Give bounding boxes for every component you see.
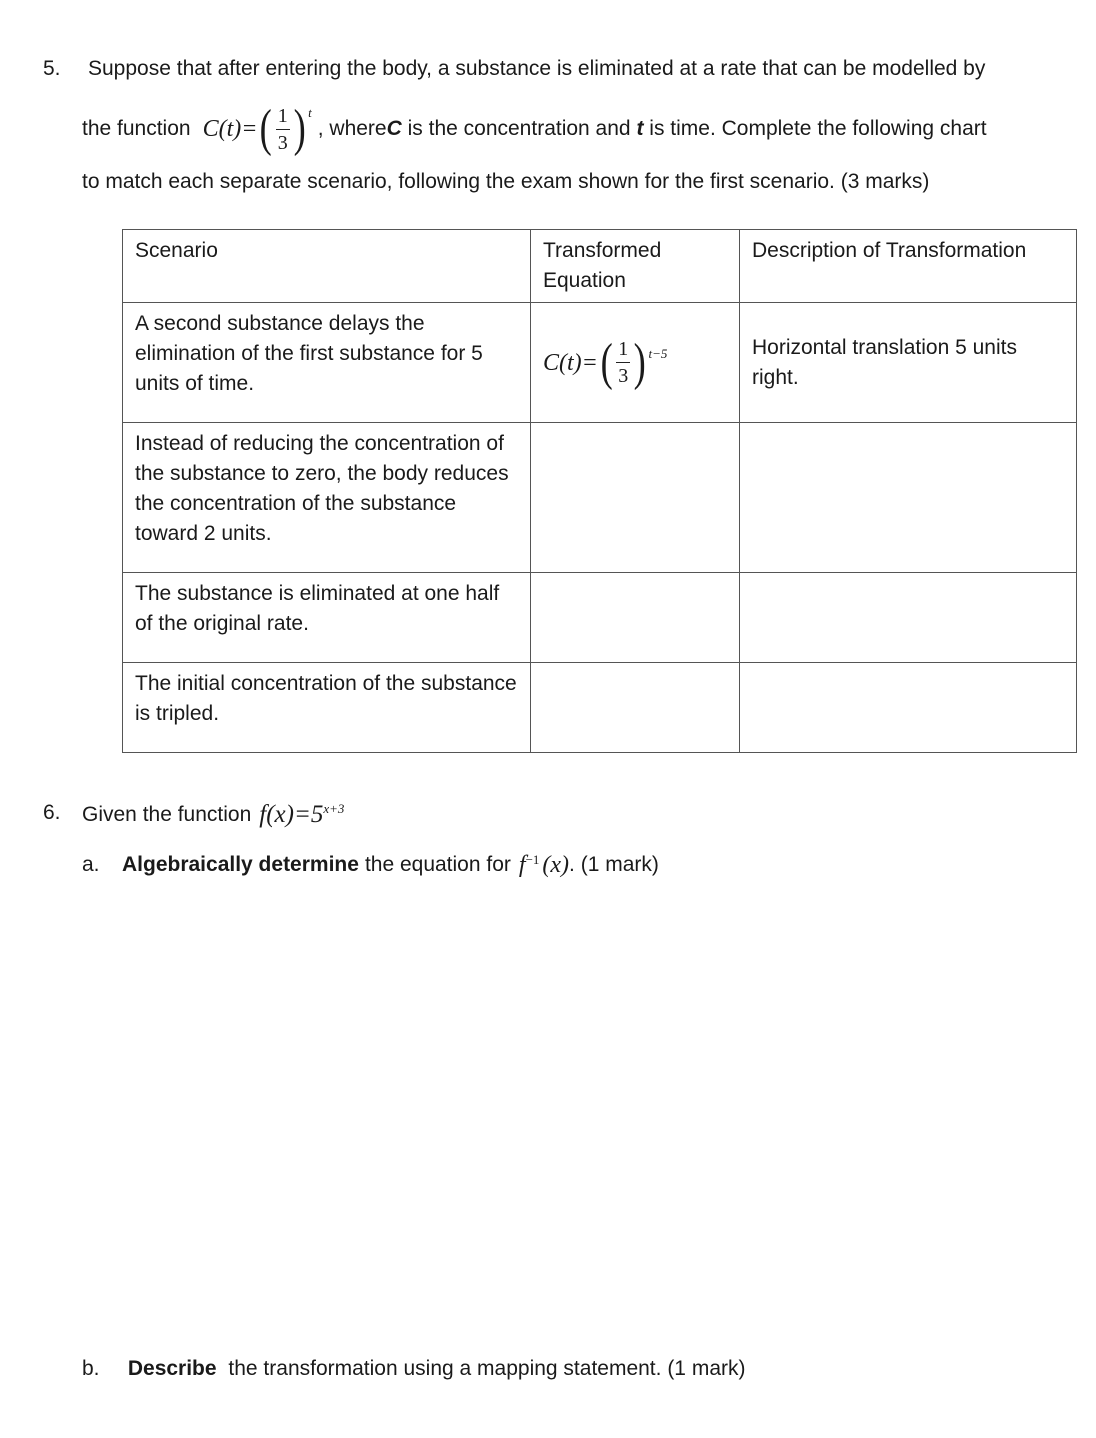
fraction-denominator: 3 xyxy=(277,131,288,154)
equation-cell-empty[interactable] xyxy=(531,573,740,663)
fraction xyxy=(276,105,290,154)
inverse-function xyxy=(519,852,569,879)
question-5-text-line3: to match each separate scenario, following the exam shown for the first scenario. (3 marks) xyxy=(82,170,930,193)
function-lhs: f(x)=5 xyxy=(259,801,324,828)
question-6a-bold: Algebraically determine xyxy=(122,853,359,876)
right-paren: ) xyxy=(633,333,646,391)
question-6-intro-text: Given the function xyxy=(82,803,252,826)
scenario-cell: The initial concentration of the substance is tripled. xyxy=(123,663,531,753)
question-5-text-line1: Suppose that after entering the body, a substance is eliminated at a rate that can be modelled by xyxy=(88,57,986,80)
left-paren: ( xyxy=(260,100,273,157)
question-5-text-line2 xyxy=(82,96,987,162)
question-6a-label: a. xyxy=(82,853,100,876)
fraction-numerator: 1 xyxy=(277,104,288,127)
question-6a xyxy=(82,845,659,885)
fraction-denominator: 3 xyxy=(618,365,629,387)
scenario-cell: A second substance delays the elimination of the first substance for 5 units of time. xyxy=(123,303,531,423)
original-function-equation xyxy=(202,100,312,157)
question-6a-text: the equation for xyxy=(364,853,511,876)
given-function xyxy=(259,801,344,829)
left-paren: ( xyxy=(600,333,613,391)
question-6b xyxy=(82,1357,745,1381)
equation-exponent: t xyxy=(308,105,312,120)
variable-t: t xyxy=(636,117,644,140)
transformation-chart xyxy=(122,229,1077,753)
question-5-text-after-b: is the concentration and xyxy=(401,117,637,140)
table-row xyxy=(123,573,1077,663)
equation-exponent: t−5 xyxy=(648,345,668,361)
question-6a-marks: . (1 mark) xyxy=(569,853,659,876)
equation-cell-empty[interactable] xyxy=(531,663,740,753)
right-paren: ) xyxy=(293,100,306,157)
description-cell-empty[interactable] xyxy=(740,423,1077,573)
question-6b-text: the transformation using a mapping statement. (1 mark) xyxy=(228,1357,746,1380)
equation-lhs: C(t)= xyxy=(543,349,598,376)
header-transformed-equation: Transformed Equation xyxy=(531,230,740,303)
description-cell: Horizontal translation 5 units right. xyxy=(740,303,1077,423)
function-exponent: x+3 xyxy=(323,801,345,816)
question-5-text-before-eq: the function xyxy=(82,117,191,140)
variable-c: C xyxy=(386,117,402,140)
header-scenario: Scenario xyxy=(123,230,531,303)
question-5-text-after-c: is time. Complete the following chart xyxy=(643,117,987,140)
fraction-numerator: 1 xyxy=(618,338,629,360)
description-cell-empty[interactable] xyxy=(740,663,1077,753)
question-6b-bold: Describe xyxy=(127,1357,217,1380)
question-6-number: 6. xyxy=(43,801,61,824)
scenario-cell: Instead of reducing the concentration of the substance to zero, the body reduces the concentration of the substance toward 2 units. xyxy=(123,423,531,573)
table-row xyxy=(123,423,1077,573)
question-5-number: 5. xyxy=(43,57,61,80)
inverse-arg: (x) xyxy=(542,851,570,878)
description-cell-empty[interactable] xyxy=(740,573,1077,663)
question-6b-label: b. xyxy=(82,1357,100,1380)
table-row xyxy=(123,663,1077,753)
fraction-bar xyxy=(616,362,630,363)
equation-lhs: C(t)= xyxy=(202,115,258,142)
transformed-equation xyxy=(543,333,668,391)
question-6-intro xyxy=(82,793,344,837)
table-row xyxy=(123,303,1077,423)
fraction-bar xyxy=(276,129,290,130)
scenario-cell: The substance is eliminated at one half of the original rate. xyxy=(123,573,531,663)
header-description: Description of Transformation xyxy=(740,230,1077,303)
inverse-f: f xyxy=(518,851,526,878)
question-5-text-after-a: , where xyxy=(317,117,387,140)
fraction xyxy=(616,338,630,387)
equation-cell-empty[interactable] xyxy=(531,423,740,573)
equation-cell xyxy=(531,303,740,423)
inverse-exponent: −1 xyxy=(525,851,540,867)
table-header-row xyxy=(123,230,1077,303)
